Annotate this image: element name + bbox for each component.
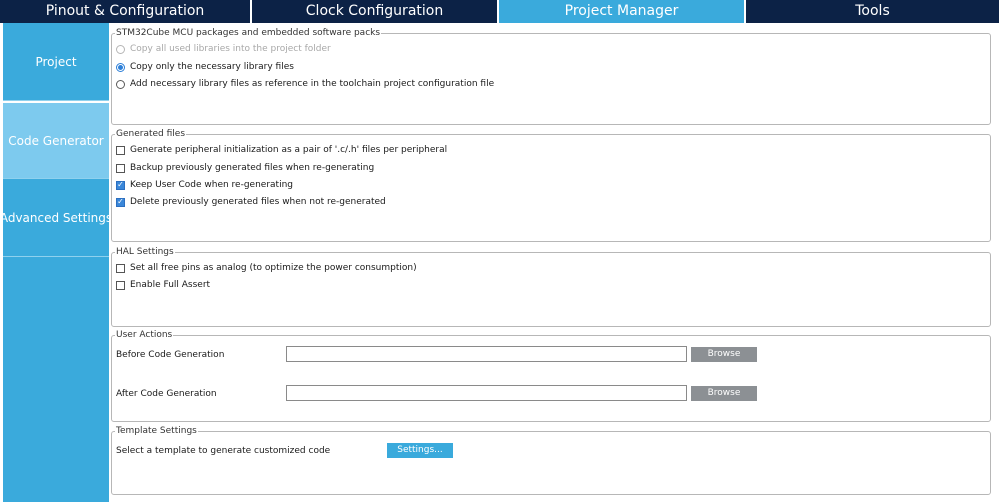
- sidebar: [0, 23, 113, 502]
- after-generation-label: After Code Generation: [116, 389, 217, 399]
- tab-pinout-configuration[interactable]: Pinout & Configuration: [0, 0, 252, 23]
- sidebar-item-advanced-settings[interactable]: Advanced Settings: [3, 179, 109, 257]
- template-settings-legend: Template Settings: [116, 426, 197, 436]
- generated-option-keep-user-code[interactable]: [116, 179, 293, 191]
- hal-option-label: Enable Full Assert: [130, 280, 211, 290]
- template-description: Select a template to generate customized code: [116, 446, 331, 456]
- sidebar-nav: [0, 23, 113, 257]
- generated-option-backup[interactable]: [116, 162, 374, 174]
- generated-option-delete-previous[interactable]: [116, 196, 386, 208]
- sidebar-item-code-generator[interactable]: Code Generator: [3, 101, 109, 179]
- checkbox-backup[interactable]: [116, 164, 125, 173]
- checkbox-full-assert[interactable]: [116, 281, 125, 290]
- packages-option-copy-necessary[interactable]: [116, 61, 294, 73]
- user-actions-legend: User Actions: [116, 330, 173, 340]
- sidebar-item-project[interactable]: Project: [3, 23, 109, 101]
- generated-option-pair-files[interactable]: [116, 144, 447, 156]
- checkbox-delete-previous[interactable]: ✓: [117, 197, 124, 206]
- user-actions-group: [111, 330, 991, 422]
- hal-option-free-pins-analog[interactable]: [116, 262, 417, 274]
- packages-option-label: Add necessary library files as reference in the toolchain project configuration file: [130, 79, 495, 89]
- generated-option-label: Backup previously generated files when re-generating: [130, 163, 375, 173]
- hal-option-full-assert[interactable]: [116, 279, 210, 291]
- radio-copy-necessary[interactable]: [116, 63, 125, 72]
- packages-option-label: Copy only the necessary library files: [130, 62, 294, 72]
- tab-clock-configuration[interactable]: Clock Configuration: [252, 0, 499, 23]
- before-generation-label: Before Code Generation: [116, 350, 225, 360]
- template-settings-button[interactable]: Settings...: [387, 443, 453, 458]
- checkbox-pair-files[interactable]: [116, 146, 125, 155]
- radio-add-reference[interactable]: [116, 80, 125, 89]
- hal-settings-group: [111, 247, 991, 327]
- packages-option-copy-all[interactable]: [116, 43, 331, 55]
- after-browse-button[interactable]: Browse: [691, 386, 757, 401]
- packages-group: [111, 28, 991, 125]
- tab-tools[interactable]: Tools: [746, 0, 999, 23]
- tab-project-manager[interactable]: Project Manager: [499, 0, 746, 23]
- generated-files-group: [111, 129, 991, 242]
- packages-option-label: Copy all used libraries into the project folder: [130, 44, 331, 54]
- template-settings-group: [111, 426, 991, 495]
- generated-option-label: Generate peripheral initialization as a pair of '.c/.h' files per peripheral: [130, 145, 448, 155]
- before-generation-input[interactable]: [286, 346, 687, 362]
- hal-option-label: Set all free pins as analog (to optimize the power consumption): [130, 263, 417, 273]
- radio-selected-dot: [118, 65, 123, 70]
- radio-copy-all[interactable]: [116, 45, 125, 54]
- packages-legend: STM32Cube MCU packages and embedded software packs: [116, 28, 381, 38]
- after-generation-input[interactable]: [286, 385, 687, 401]
- hal-settings-legend: HAL Settings: [116, 247, 174, 257]
- generated-files-legend: Generated files: [116, 129, 186, 139]
- top-tab-bar: [0, 0, 999, 23]
- checkbox-free-pins-analog[interactable]: [116, 264, 125, 273]
- checkbox-keep-user-code[interactable]: ✓: [117, 180, 124, 189]
- packages-option-add-reference[interactable]: [116, 78, 494, 90]
- generated-option-label: Delete previously generated files when not re-generated: [130, 197, 386, 207]
- generated-option-label: Keep User Code when re-generating: [130, 180, 293, 190]
- before-browse-button[interactable]: Browse: [691, 347, 757, 362]
